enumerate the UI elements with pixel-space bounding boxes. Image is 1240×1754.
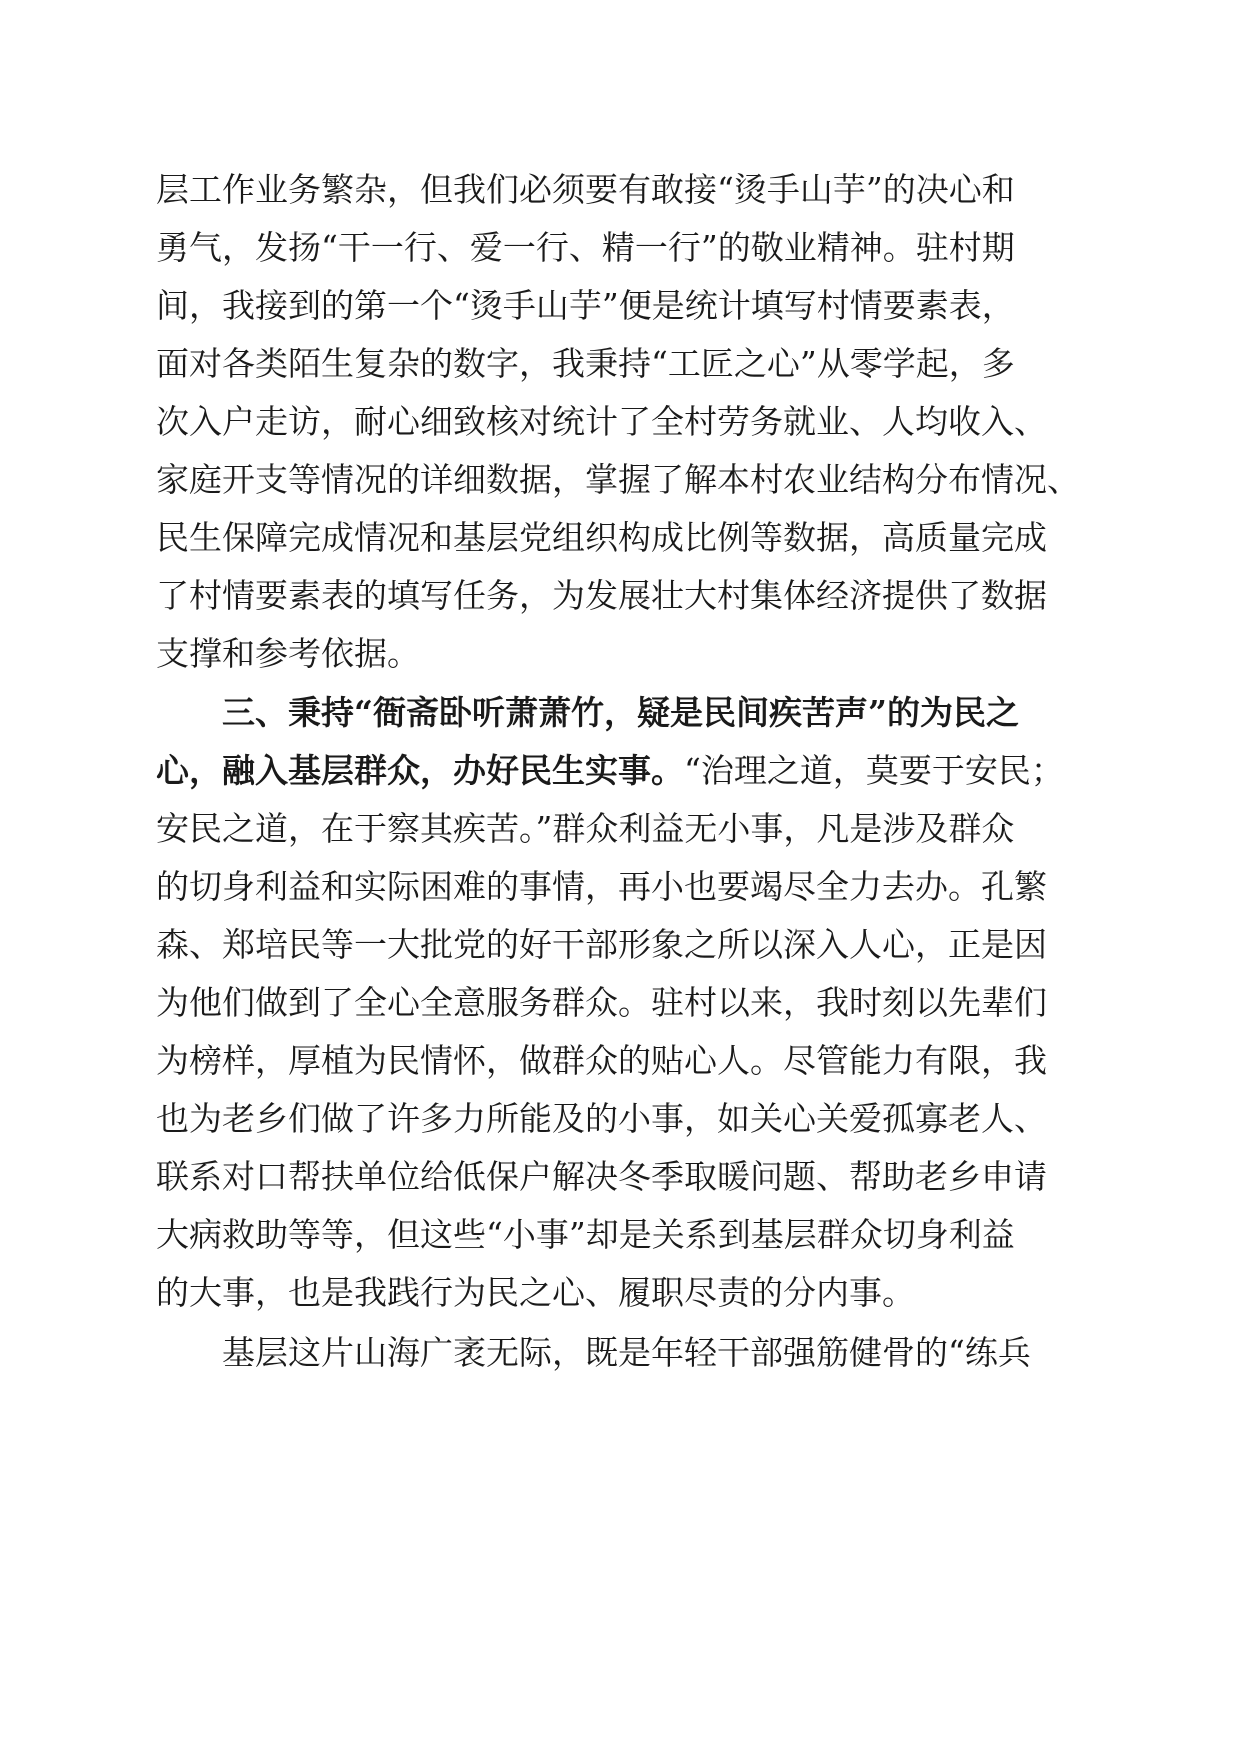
paragraph-line: 为他们做到了全心全意服务群众。驻村以来，我时刻以先辈们 <box>156 983 1047 1022</box>
paragraph-line: 勇气，发扬“干一行、爱一行、精一行”的敬业精神。驻村期 <box>156 228 1015 267</box>
paragraph-line: 联系对口帮扶单位给低保户解决冬季取暖问题、帮助老乡申请 <box>156 1157 1047 1196</box>
paragraph-line: 为榜样，厚植为民情怀，做群众的贴心人。尽管能力有限，我 <box>156 1041 1047 1080</box>
paragraph-line: 面对各类陌生复杂的数字，我秉持“工匠之心”从零学起，多 <box>156 344 1015 383</box>
section-heading-continuation <box>156 747 1116 795</box>
paragraph-line: 支撑和参考依据。 <box>156 634 420 673</box>
paragraph-line: 的切身利益和实际困难的事情，再小也要竭尽全力去办。孔繁 <box>156 867 1047 906</box>
paragraph-line: 的大事，也是我践行为民之心、履职尽责的分内事。 <box>156 1273 915 1312</box>
section-heading-line: 三、秉持“衙斋卧听萧萧竹，疑是民间疾苦声”的为民之 <box>222 693 1019 732</box>
paragraph-line: 家庭开支等情况的详细数据，掌握了解本村农业结构分布情况、 <box>156 460 1080 499</box>
paragraph-line: 安民之道，在于察其疾苦。”群众利益无小事，凡是涉及群众 <box>156 809 1015 848</box>
paragraph-line: 次入户走访，耐心细致核对统计了全村劳务就业、人均收入、 <box>156 402 1047 441</box>
paragraph-line: 也为老乡们做了许多力所能及的小事，如关心关爱孤寡老人、 <box>156 1099 1047 1138</box>
paragraph-line: 层工作业务繁杂，但我们必须要有敢接“烫手山芋”的决心和 <box>156 170 1015 209</box>
paragraph-line: 森、郑培民等一大批党的好干部形象之所以深入人心，正是因 <box>156 925 1047 964</box>
section-heading-bold: 心，融入基层群众，办好民生实事。 <box>156 751 684 790</box>
paragraph-line: 大病救助等等，但这些“小事”却是关系到基层群众切身利益 <box>156 1215 1015 1254</box>
quote-text: “治理之道，莫要于安民； <box>684 751 1064 790</box>
paragraph-line: 间，我接到的第一个“烫手山芋”便是统计填写村情要素表， <box>156 286 1015 325</box>
paragraph-line: 民生保障完成情况和基层党组织构成比例等数据，高质量完成 <box>156 518 1047 557</box>
paragraph-line: 基层这片山海广袤无际，既是年轻干部强筋健骨的“练兵 <box>222 1333 1031 1372</box>
paragraph-line: 了村情要素表的填写任务，为发展壮大村集体经济提供了数据 <box>156 576 1047 615</box>
